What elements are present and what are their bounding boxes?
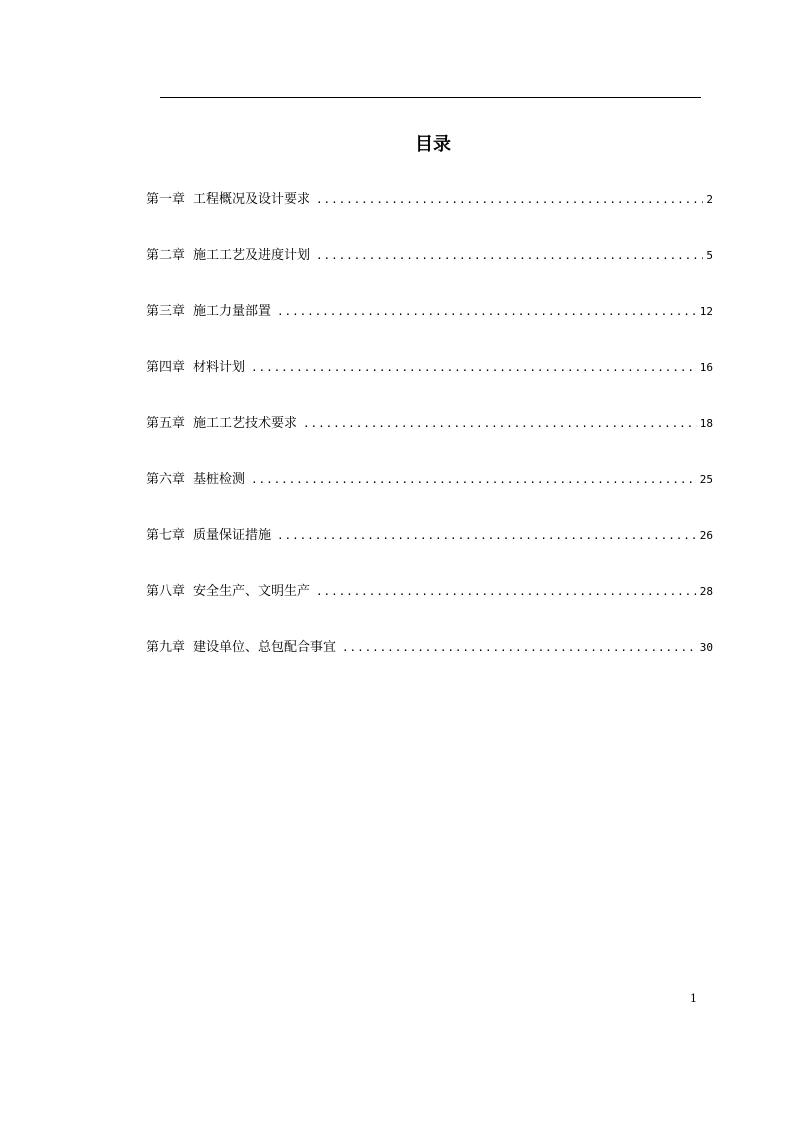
- toc-page-number: 2: [706, 193, 713, 206]
- toc-page-number: 26: [699, 529, 713, 542]
- toc-chapter-label: 第九章: [146, 640, 186, 655]
- toc-list: [146, 189, 713, 693]
- toc-dot-leader: [277, 525, 697, 547]
- toc-chapter-name: 施工工艺及进度计划: [193, 248, 311, 263]
- toc-chapter-name: 施工力量部置: [193, 304, 272, 319]
- toc-entry-1[interactable]: [146, 189, 713, 245]
- toc-chapter-name: 材料计划: [193, 360, 246, 375]
- toc-chapter-label: 第八章: [146, 584, 186, 599]
- toc-title: 目录: [415, 134, 451, 155]
- toc-chapter-name: 基桩检测: [193, 472, 246, 487]
- toc-chapter-name: 工程概况及设计要求: [193, 192, 311, 207]
- toc-page-number: 18: [699, 417, 713, 430]
- toc-dot-leader: [303, 413, 697, 435]
- toc-entry-6[interactable]: [146, 469, 713, 525]
- toc-chapter-name: 施工工艺技术要求: [193, 416, 298, 431]
- toc-entry-3[interactable]: [146, 301, 713, 357]
- toc-dot-leader: [316, 189, 703, 211]
- header-rule: [160, 97, 701, 98]
- toc-chapter-label: 第三章: [146, 304, 186, 319]
- toc-chapter-name: 安全生产、文明生产: [193, 584, 311, 599]
- toc-dot-leader: [316, 581, 697, 603]
- toc-entry-4[interactable]: [146, 357, 713, 413]
- toc-page-number: 16: [699, 361, 713, 374]
- toc-dot-leader: [277, 301, 697, 323]
- toc-page-number: 28: [699, 585, 713, 598]
- toc-chapter-label: 第六章: [146, 472, 186, 487]
- toc-entry-5[interactable]: [146, 413, 713, 469]
- toc-chapter-label: 第七章: [146, 528, 186, 543]
- toc-entry-8[interactable]: [146, 581, 713, 637]
- toc-chapter-label: 第一章: [146, 192, 186, 207]
- toc-page-number: 30: [699, 641, 713, 654]
- toc-chapter-label: 第二章: [146, 248, 186, 263]
- toc-chapter-label: 第四章: [146, 360, 186, 375]
- toc-page-number: 5: [706, 249, 713, 262]
- toc-page-number: 12: [699, 305, 713, 318]
- toc-dot-leader: [251, 357, 697, 379]
- toc-dot-leader: [342, 637, 697, 659]
- toc-chapter-label: 第五章: [146, 416, 186, 431]
- toc-dot-leader: [251, 469, 697, 491]
- footer-page-number: 1: [690, 992, 697, 1005]
- toc-entry-7[interactable]: [146, 525, 713, 581]
- toc-chapter-name: 建设单位、总包配合事宜: [193, 640, 337, 655]
- toc-dot-leader: [316, 245, 703, 267]
- toc-page-number: 25: [699, 473, 713, 486]
- toc-chapter-name: 质量保证措施: [193, 528, 272, 543]
- toc-entry-2[interactable]: [146, 245, 713, 301]
- toc-entry-9[interactable]: [146, 637, 713, 693]
